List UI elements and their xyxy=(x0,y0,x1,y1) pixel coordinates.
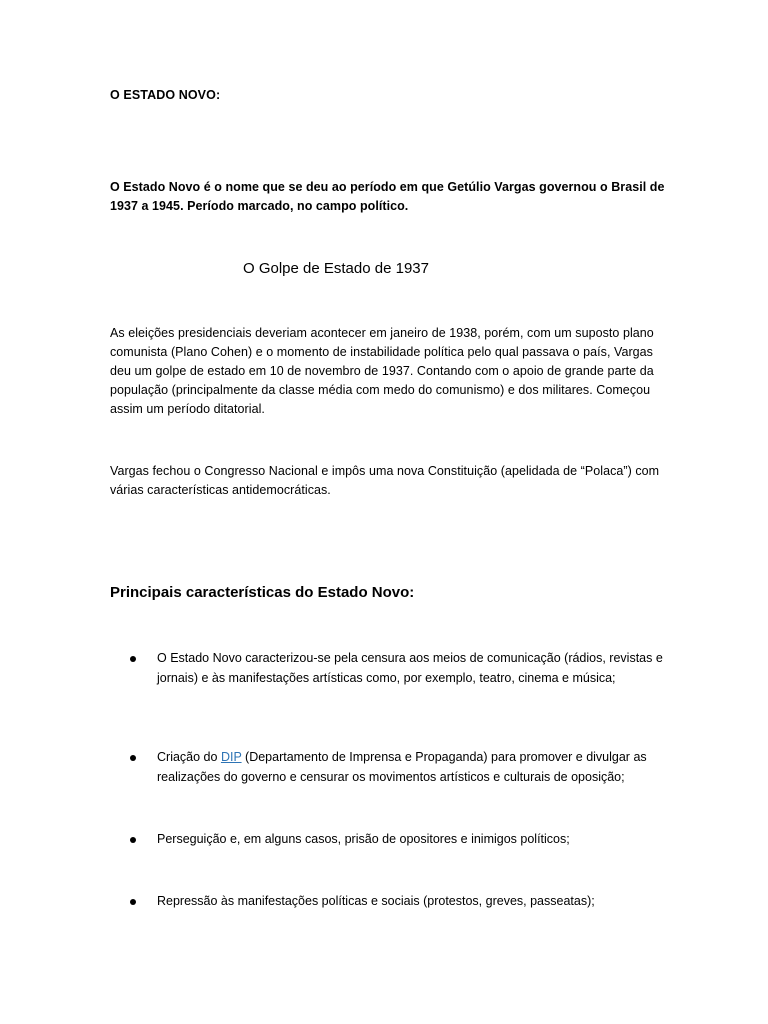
list-item-text-suffix: (Departamento de Imprensa e Propaganda) para promover e divulgar as realizações do governo e censurar os movimentos artísticos e culturais de oposição; xyxy=(157,750,647,784)
bullet-icon xyxy=(130,837,136,843)
bullet-icon xyxy=(130,656,136,662)
document-title: O ESTADO NOVO: xyxy=(110,88,221,102)
intro-paragraph: O Estado Novo é o nome que se deu ao período em que Getúlio Vargas governou o Brasil de 1937 a 1945. Período marcado, no campo político. xyxy=(110,180,665,213)
bullet-icon xyxy=(130,755,136,761)
list-item-text: Repressão às manifestações políticas e sociais (protestos, greves, passeatas); xyxy=(157,894,595,908)
list-item xyxy=(130,830,670,850)
list-item-text: O Estado Novo caracterizou-se pela censura aos meios de comunicação (rádios, revistas e jornais) e às manifestações artísticas como, por exemplo, teatro, cinema e música; xyxy=(157,651,663,685)
list-item xyxy=(130,892,670,912)
list-item-text: Perseguição e, em alguns casos, prisão de opositores e inimigos políticos; xyxy=(157,832,570,846)
bullet-icon xyxy=(130,899,136,905)
paragraph-congresso: Vargas fechou o Congresso Nacional e impôs uma nova Constituição (apelidada de “Polaca”) com várias características antidemocráticas. xyxy=(110,464,660,497)
section-heading-caracteristicas: Principais características do Estado Novo: xyxy=(110,584,415,601)
paragraph-eleicoes: As eleições presidenciais deveriam acontecer em janeiro de 1938, porém, com um suposto plano comunista (Plano Cohen) e o momento de instabilidade política pelo qual passava o país, Vargas deu um golpe de estado em 10 de novembro de 1937. Contando com o apoio de grande parte da população (principalmente da classe média com medo do comunismo) e dos militares. Começou assim um período ditatorial. xyxy=(110,326,654,416)
dip-link[interactable]: DIP xyxy=(220,750,242,764)
list-item xyxy=(130,649,670,688)
section-heading-golpe: O Golpe de Estado de 1937 xyxy=(243,260,429,277)
list-item-text xyxy=(157,748,670,787)
list-item-text-prefix: Criação do xyxy=(157,750,221,764)
list-item xyxy=(130,748,670,787)
